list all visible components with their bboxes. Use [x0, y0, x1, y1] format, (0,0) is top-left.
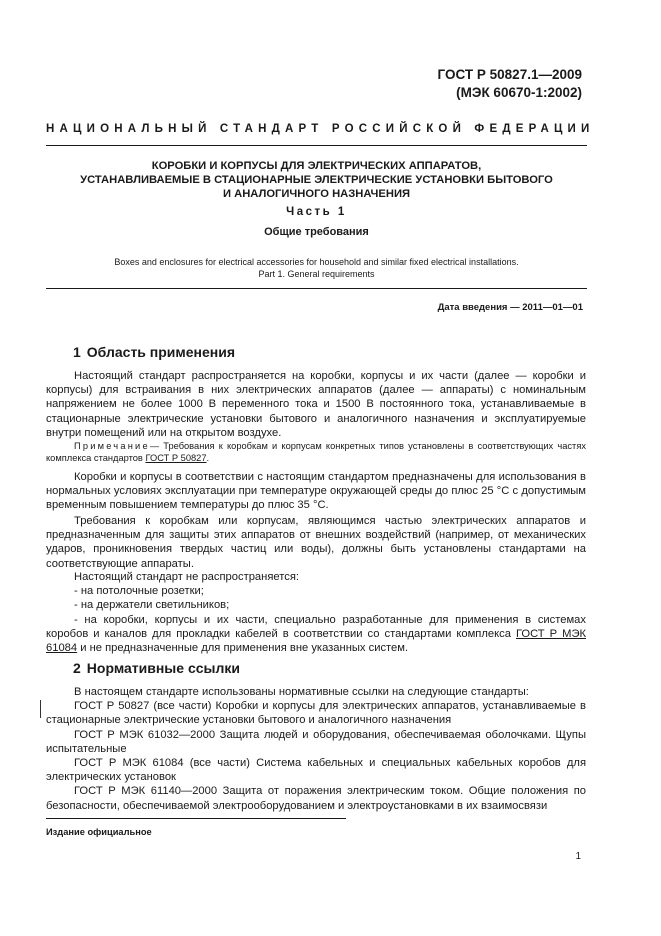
change-bar: [40, 700, 41, 718]
part-title: Общие требования: [264, 226, 369, 238]
list-item: - на коробки, корпусы и их части, специально разработанные для применения в системах коробов и каналов для прокладки кабелей в соответствии со стандартами комплекса ГОСТ Р МЭК 61084 и не предназначенные для применения вне указанных систем.: [46, 613, 586, 655]
standard-code-block: [438, 66, 582, 102]
english-title: Boxes and enclosures for electrical accessories for household and similar fixed electrical installations. Part 1. General requirements: [114, 257, 519, 279]
section-1-paragraph-3: Требования к коробкам или корпусам, являющимся частью электрических аппаратов и предназначенным для защиты этих аппаратов от внешних воздействий (например, от механических ударов, проникновения твердых частиц или воды), должны быть установлены стандартами на соответствующие аппараты.: [46, 515, 586, 570]
part-label: Часть 1: [286, 206, 347, 218]
list-item: - на потолочные розетки;: [74, 585, 204, 598]
reference-item: ГОСТ Р МЭК 61084 (все части) Система кабельных и специальных кабельных коробов для электрических установок: [46, 757, 586, 784]
footer-divider: [46, 818, 346, 819]
section-1-note: Примечание— Требования к коробкам и корпусам конкретных типов установлены в соответствующих частях комплекса стандартов ГОСТ Р 50827.: [46, 441, 586, 463]
national-standard-title: НАЦИОНАЛЬНЫЙ СТАНДАРТ РОССИЙСКОЙ ФЕДЕРАЦИИ: [46, 123, 595, 135]
list-item: - на держатели светильников;: [74, 599, 230, 612]
introduction-date: Дата введения — 2011—01—01: [437, 302, 583, 313]
divider-title-bottom: [46, 288, 587, 289]
reference-item: ГОСТ Р МЭК 61032—2000 Защита людей и оборудования, обеспечиваемая оболочками. Щупы испытательные: [46, 728, 586, 755]
section-1-paragraph-2: Коробки и корпусы в соответствии с настоящим стандартом предназначены для использования в нормальных условиях эксплуатации при температуре окружающей среды до плюс 25 °С с допустимым временным повышением температуры до плюс 35 °С.: [46, 471, 586, 512]
iec-code: (МЭК 60670-1:2002): [456, 85, 582, 100]
standard-code: ГОСТ Р 50827.1—2009: [437, 67, 582, 82]
divider-top: [46, 145, 587, 146]
section-2-heading: 2 Нормативные ссылки: [73, 660, 240, 676]
section-1-exclusions: Настоящий стандарт не распространяется: - на потолочные розетки; - на держатели светильников; - на коробки, корпусы и их части, специально разработанные для применения в системах коробов и каналов для прокладки кабелей в соответствии со стандартами комплекса ГОСТ Р МЭК 61084 и не предназначенные для применения вне указанных систем.: [46, 571, 586, 655]
reference-item: ГОСТ Р МЭК 61140—2000 Защита от поражения электрическим током. Общие положения по безопасности, обеспечиваемой электрооборудованием и электроустановками в их взаимосвязи: [46, 785, 586, 812]
edition-label: Издание официальное: [46, 827, 152, 837]
note-reference-link[interactable]: ГОСТ Р 50827: [145, 453, 207, 463]
reference-item: ГОСТ Р 50827 (все части) Коробки и корпусы для электрических аппаратов, устанавливаемые в стационарные электрические установки бытового и аналогичного назначения: [46, 700, 586, 727]
section-2-references: В настоящем стандарте использованы нормативные ссылки на следующие стандарты: ГОСТ Р 50827 (все части) Коробки и корпусы для электрических аппаратов, устанавливаемые в стационарные электрические установки бытового и аналогичного назначения ГОСТ Р МЭК 61032—2000 Защита людей и оборудования, обеспечиваемая оболочками. Щупы испытательные ГОСТ Р МЭК 61084 (все части) Система кабельных и специальных кабельных коробов для электрических установок ГОСТ Р МЭК 61140—2000 Защита от поражения электрическим током. Общие положения по безопасности, обеспечиваемой электрооборудованием и электроустановками в их взаимосвязи: [46, 686, 586, 812]
document-title: КОРОБКИ И КОРПУСЫ ДЛЯ ЭЛЕКТРИЧЕСКИХ АППАРАТОВ, УСТАНАВЛИВАЕМЫЕ В СТАЦИОНАРНЫЕ ЭЛЕКТРИЧЕСКИЕ УСТАНОВКИ БЫТОВОГО И АНАЛОГИЧНОГО НАЗНАЧЕНИЯ: [80, 160, 553, 200]
section-1-heading: 1 Область применения: [73, 344, 236, 360]
reference-link[interactable]: ГОСТ Р МЭК 61084: [46, 627, 586, 655]
page-number: 1: [575, 851, 581, 862]
section-1-paragraph-1: Настоящий стандарт распространяется на коробки, корпусы и их части (далее — коробки и корпусы) для встраивания в них электрических аппаратов (далее — аппараты) с номинальным напряжением не более 1000 В переменного тока и 1500 В постоянного тока, устанавливаемые в стационарные электрические установки бытового и аналогичного назначения и эксплуатируемые внутри помещений или на открытом воздухе.: [46, 370, 586, 439]
